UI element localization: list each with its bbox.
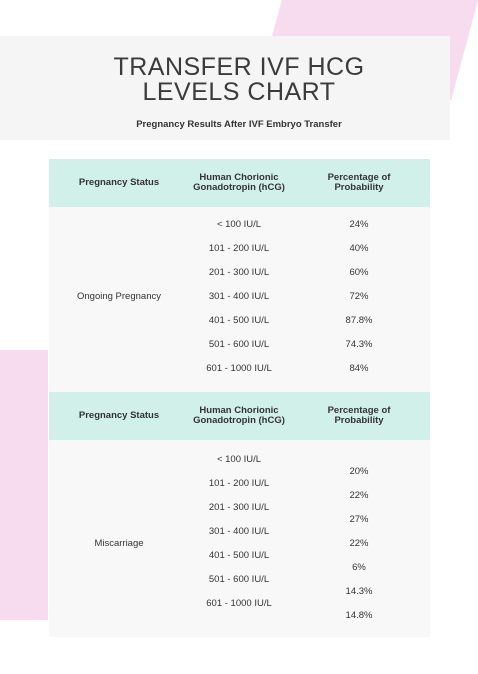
range-cell: 601 - 1000 IU/L [206,363,272,374]
range-cell: 101 - 200 IU/L [208,478,270,489]
range-cell: 201 - 300 IU/L [208,267,270,278]
range-cell: < 100 IU/L [216,454,262,465]
page-subtitle: Pregnancy Results After IVF Embryo Transfer [136,119,342,130]
percentage-cell: 6% [352,562,366,573]
range-cell: 301 - 400 IU/L [208,291,270,302]
header-percentage: Percentage of Probability [327,405,391,426]
decorative-pink-shape-left [0,350,48,620]
range-cell: 101 - 200 IU/L [208,243,270,254]
range-cell: 201 - 300 IU/L [208,502,270,513]
table-ongoing-pregnancy [49,159,430,207]
percentage-cell: 14.3% [345,586,373,597]
percentage-cell: 20% [349,466,369,477]
table-miscarriage [49,392,430,637]
percentage-cell: 74.3% [345,339,373,350]
header-pregnancy-status: Pregnancy Status [78,410,160,421]
table-body [49,440,430,637]
header-pregnancy-status: Pregnancy Status [78,177,160,188]
range-cell: 301 - 400 IU/L [208,526,270,537]
percentage-cell: 87.8% [345,315,373,326]
table-ongoing-body-rows [49,207,430,392]
header-hcg: Human Chorionic Gonadotropin (hCG) [193,172,285,193]
percentage-cell: 84% [349,363,369,374]
status-cell: Ongoing Pregnancy [77,291,161,302]
status-cell: Miscarriage [94,538,144,549]
percentage-cell: 27% [349,514,369,525]
range-cell: 401 - 500 IU/L [208,315,270,326]
page-title [0,55,478,105]
percentage-cell: 22% [349,538,369,549]
header-percentage: Percentage of Probability [327,172,391,193]
percentage-cell: 14.8% [345,610,373,621]
table-header [49,392,430,440]
table-header [49,159,430,207]
percentage-cell: 24% [349,219,369,230]
percentage-cell: 72% [349,291,369,302]
range-cell: 501 - 600 IU/L [208,574,270,585]
percentage-cell: 40% [349,243,369,254]
range-cell: < 100 IU/L [216,219,262,230]
percentage-cell: 22% [349,490,369,501]
header-hcg: Human Chorionic Gonadotropin (hCG) [193,405,285,426]
title-line-2: LEVELS CHART [142,78,336,106]
title-line-1: TRANSFER IVF HCG [113,53,365,81]
percentage-cell: 60% [349,267,369,278]
range-cell: 601 - 1000 IU/L [206,598,272,609]
range-cell: 401 - 500 IU/L [208,550,270,561]
range-cell: 501 - 600 IU/L [208,339,270,350]
